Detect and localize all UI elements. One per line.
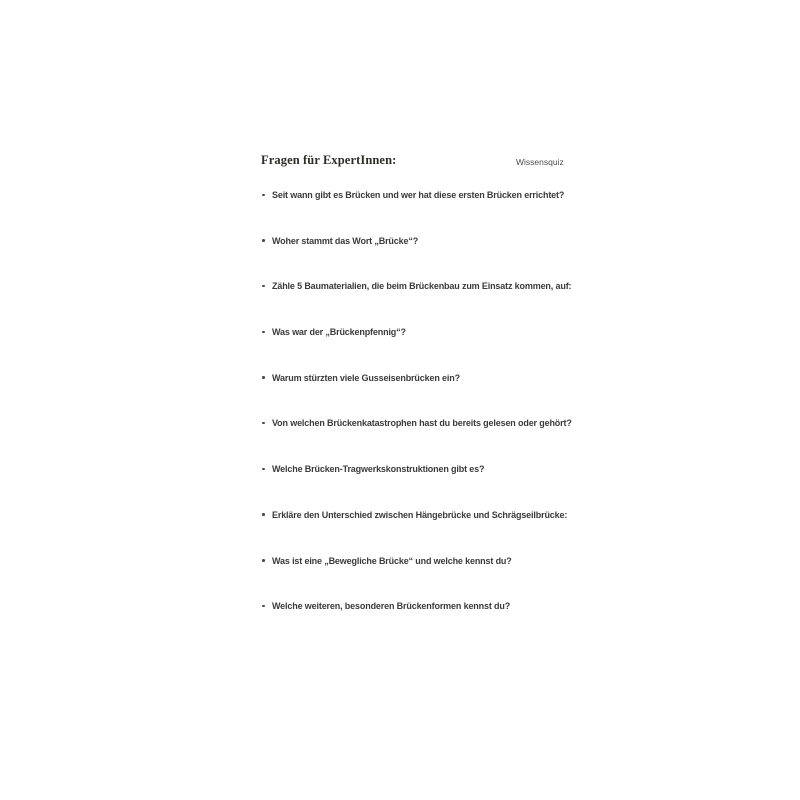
bullet-icon — [262, 194, 265, 197]
question-text: Von welchen Brückenkatastrophen hast du bereits gelesen oder gehört? — [272, 418, 572, 429]
bullet-icon — [262, 468, 265, 471]
question-item — [262, 463, 562, 509]
question-text: Warum stürzten viele Gusseisenbrücken ein? — [272, 372, 460, 383]
question-text: Was war der „Brückenpfennig“? — [272, 327, 406, 338]
question-text: Zähle 5 Baumaterialien, die beim Brückenbau zum Einsatz kommen, auf: — [272, 281, 572, 292]
bullet-icon — [262, 605, 265, 608]
bullet-icon — [262, 559, 265, 562]
question-text: Erkläre den Unterschied zwischen Hängebrücke und Schrägseilbrücke: — [272, 509, 568, 520]
question-item — [262, 280, 572, 326]
question-text: Seit wann gibt es Brücken und wer hat diese ersten Brücken errichtet? — [272, 190, 565, 200]
page-title: Fragen für ExpertInnen: — [261, 153, 397, 167]
question-item — [262, 509, 568, 555]
bullet-icon — [262, 331, 265, 334]
question-item — [262, 372, 562, 418]
bullet-icon — [262, 376, 265, 379]
bullet-icon — [262, 285, 265, 288]
bullet-icon — [262, 422, 265, 425]
question-item — [262, 600, 562, 646]
question-item — [262, 417, 572, 463]
corner-label: Wissensquiz — [516, 157, 564, 167]
bullet-icon — [262, 513, 265, 516]
bullet-icon — [262, 239, 265, 242]
question-item — [262, 189, 565, 235]
question-item — [262, 555, 562, 601]
question-item — [262, 326, 562, 372]
question-text: Welche Brücken-Tragwerkskonstruktionen gibt es? — [272, 464, 485, 475]
question-item — [262, 235, 562, 281]
question-text: Woher stammt das Wort „Brücke“? — [272, 235, 419, 246]
question-text: Was ist eine „Bewegliche Brücke“ und welche kennst du? — [272, 555, 512, 566]
question-text: Welche weiteren, besonderen Brückenformen kennst du? — [272, 601, 511, 612]
question-list — [262, 189, 572, 646]
